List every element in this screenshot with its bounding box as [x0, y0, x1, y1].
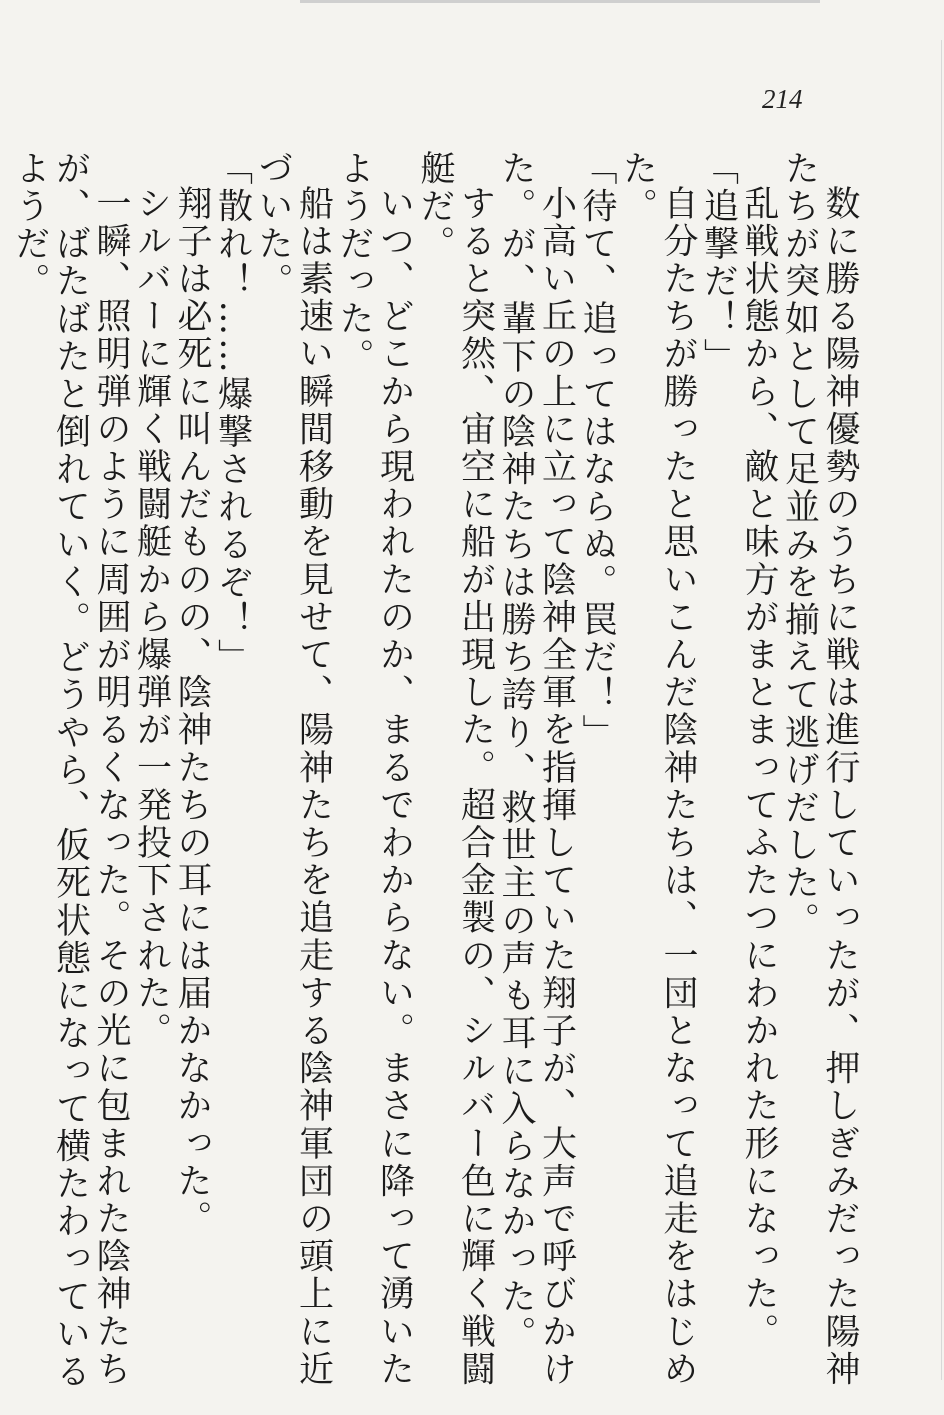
- paragraph: 数に勝る陽神優勢のうちに戦は進行していったが、押しぎみだった陽神たちが突如として足並みを揃えて逃げだした。: [779, 150, 860, 1389]
- paragraph: 小高い丘の上に立って陰神全軍を指揮していた翔子が、大声で呼びかけた。が、輩下の陰神たちは勝ち誇り、救世主の声も耳に入らなかった。: [496, 150, 577, 1389]
- paragraph: すると突然、宙空に船が出現した。超合金製の、シルバー色に輝く戦闘艇だ。: [415, 150, 496, 1389]
- paragraph: 乱戦状態から、敵と味方がまとまってふたつにわかれた形になった。: [739, 185, 779, 1351]
- page-top-edge: [300, 0, 820, 3]
- paragraph: 一瞬、照明弾のように周囲が明るくなった。その光に包まれた陰神たちが、ばたばたと倒れていく。どうやら、仮死状態になって横たわっているようだ。: [10, 150, 131, 1391]
- paragraph: 船は素速い瞬間移動を見せて、陽神たちを追走する陰神軍団の頭上に近づいた。: [253, 150, 334, 1389]
- page-number: 214: [762, 84, 803, 114]
- paragraph: シルバーに輝く戦闘艇から爆弾が一発投下された。: [131, 185, 172, 1050]
- page-right-edge: [941, 40, 942, 1380]
- paragraph: 翔子は必死に叫んだものの、陰神たちの耳には届かなかった。: [172, 185, 212, 1238]
- vertical-body-text: [10, 150, 860, 1400]
- dialogue-line: 「追撃だ！」: [698, 150, 739, 376]
- dialogue-line: 「待て、追ってはならぬ。罠だ！」: [577, 150, 617, 752]
- dialogue-line: 「散れ！……爆撃されるぞ！」: [212, 150, 253, 677]
- paragraph: いつ、どこから現われたのか、まるでわからない。まさに降って湧いたようだった。: [334, 150, 415, 1389]
- paragraph: 自分たちが勝ったと思いこんだ陰神たちは、一団となって追走をはじめた。: [617, 150, 698, 1389]
